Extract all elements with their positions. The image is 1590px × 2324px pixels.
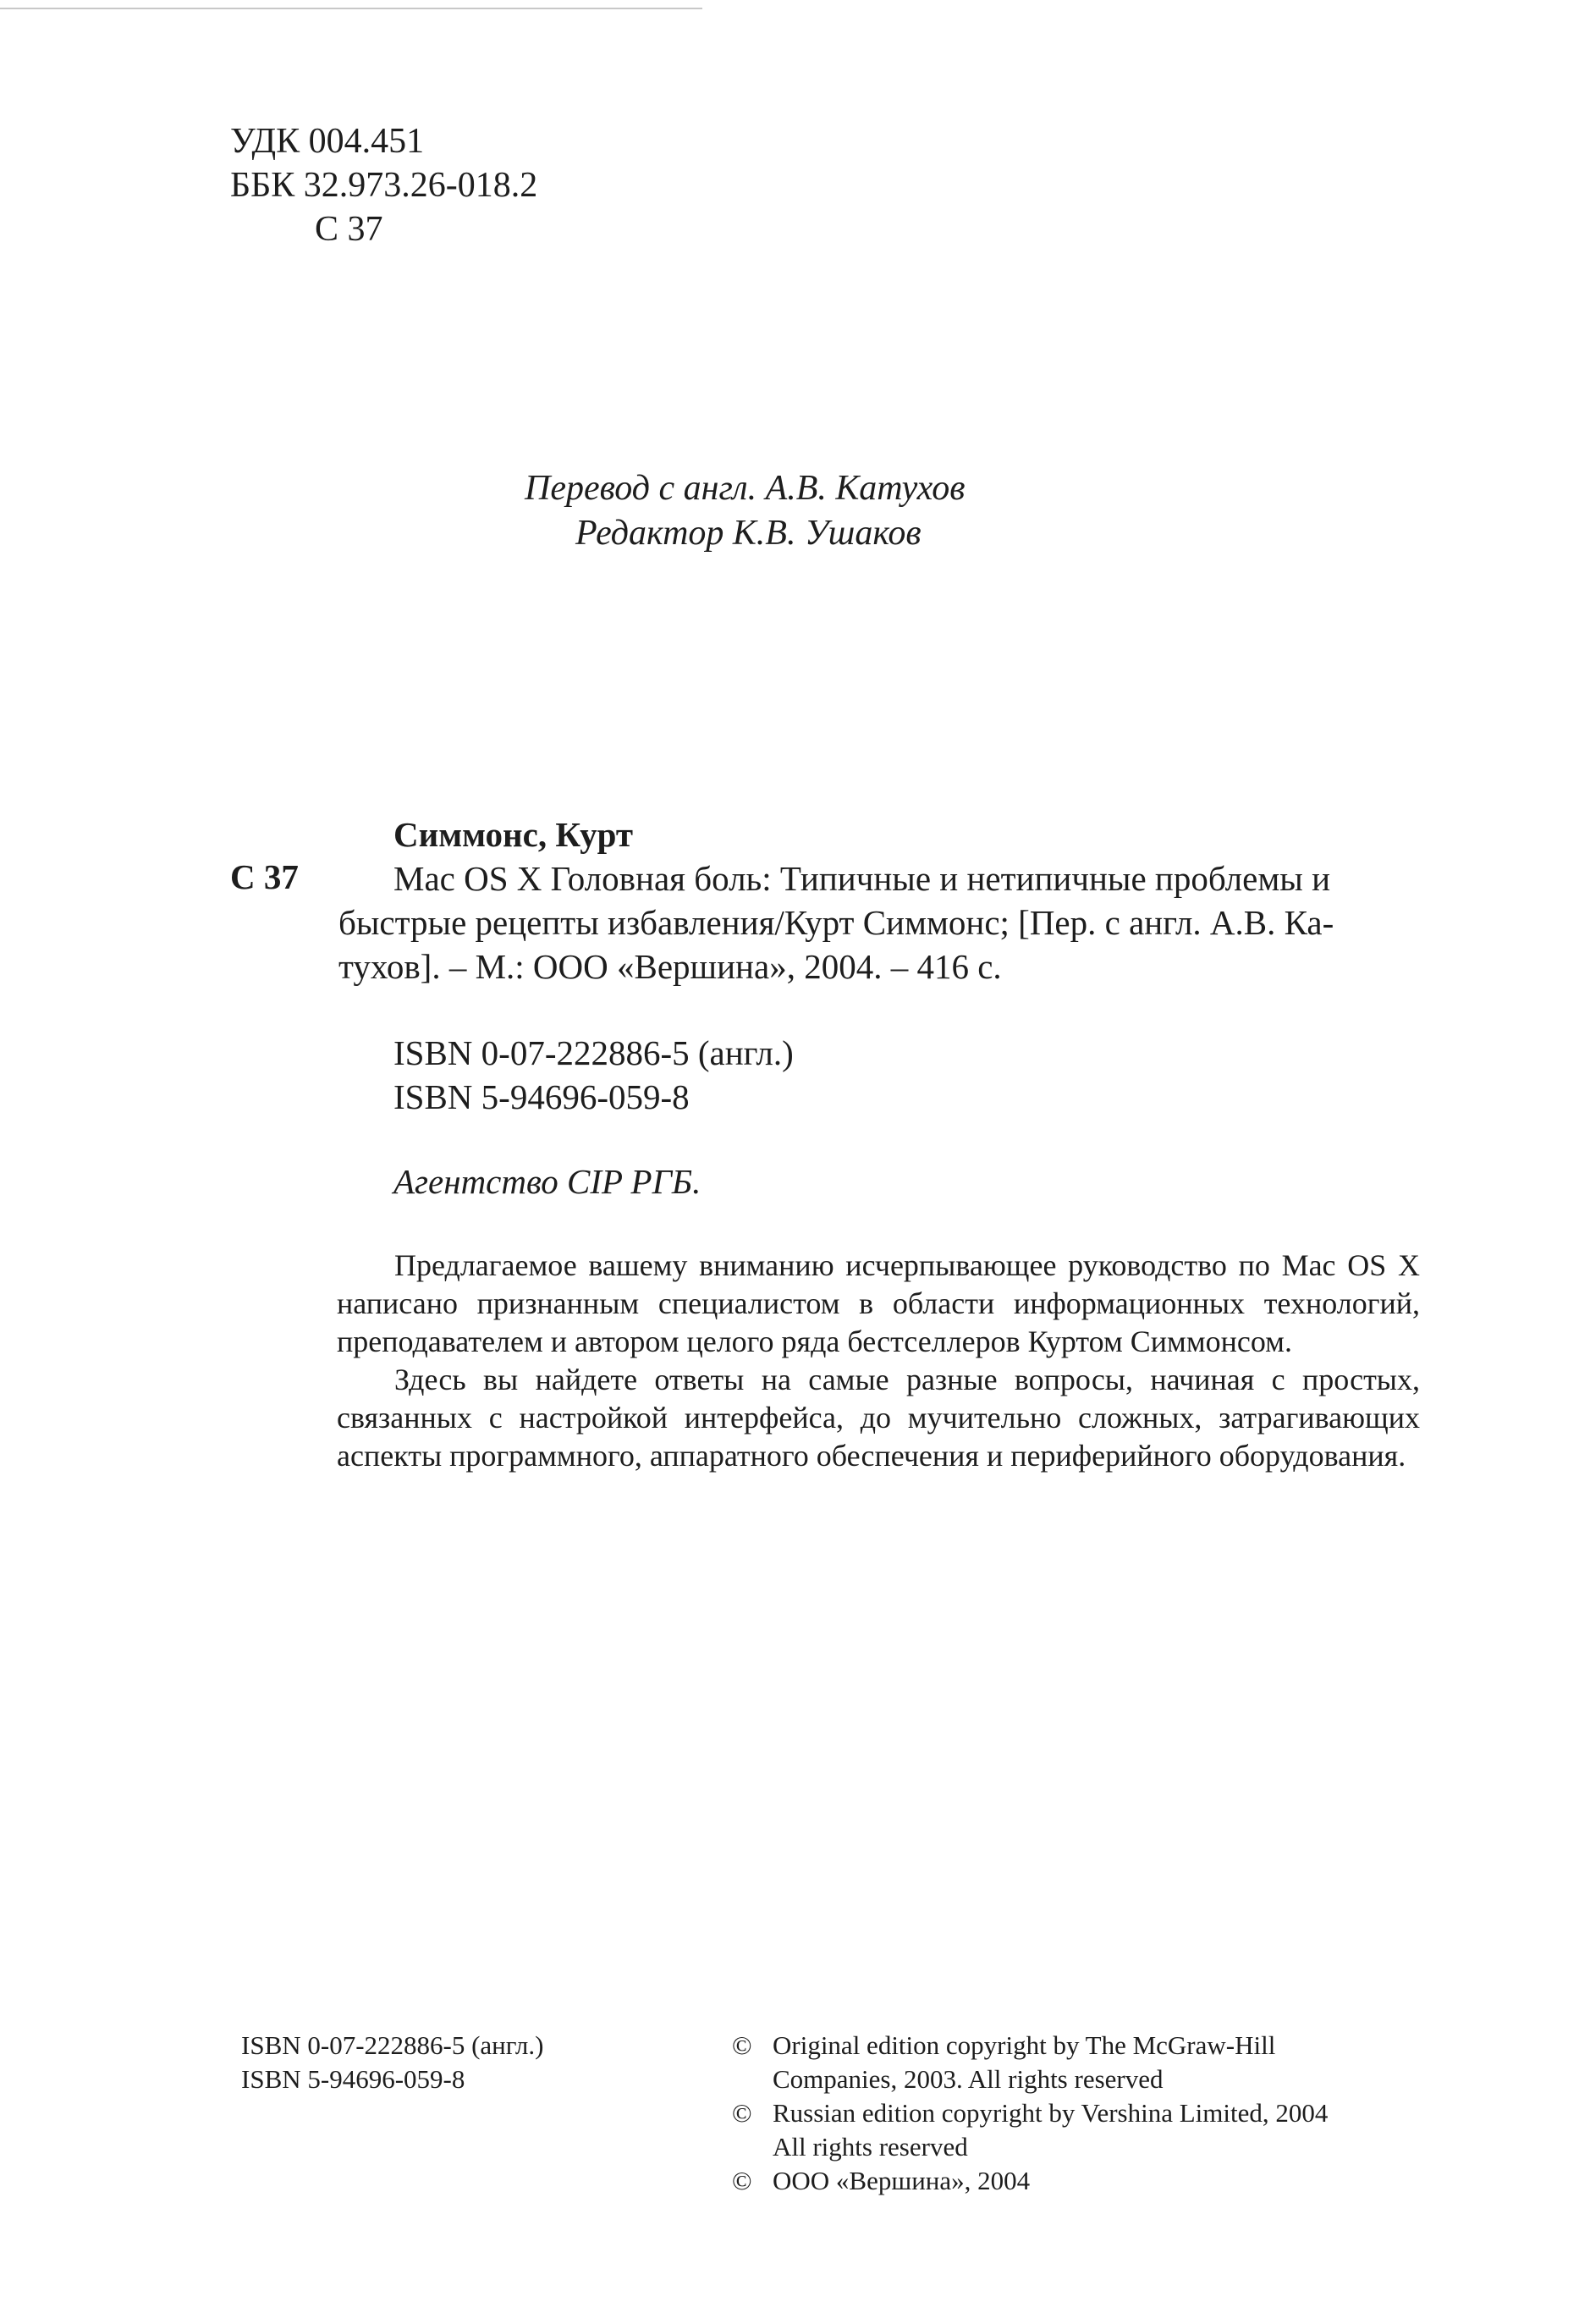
translator-credit: Перевод с англ. А.В. Катухов xyxy=(525,469,966,508)
bbk-code: ББК 32.973.26-018.2 xyxy=(230,166,538,205)
footer-isbn xyxy=(241,2029,543,2096)
credits-block xyxy=(525,466,1049,556)
annotation-paragraph: Предлагаемое вашему вниманию исчерпывающее руководство по Mac OS X написано признанным специалистом в области информационных технологий, преподавателем и автором целого ряда бестселлеров Куртом Симмонсом. xyxy=(337,1248,1420,1358)
editor-credit: Редактор К.В. Ушаков xyxy=(575,514,922,553)
catalog-author: Симмонс, Курт xyxy=(393,815,633,854)
footer-isbn-russian: ISBN 5-94696-059-8 xyxy=(241,2064,465,2094)
top-rule xyxy=(0,8,702,9)
isbn-block xyxy=(393,1031,794,1119)
copyright-text: Russian edition copyright by Vershina Limited, 2004 xyxy=(773,2098,1329,2128)
copyright-icon: © xyxy=(732,2098,752,2128)
annotation-paragraph: Здесь вы найдете ответы на самые разные вопросы, начиная с простых, связанных с настройкой интерфейса, до мучительно сложных, затрагивающих аспекты программного, аппаратного обеспечения и периферийного оборудования. xyxy=(337,1363,1420,1473)
footer-isbn-english: ISBN 0-07-222886-5 (англ.) xyxy=(241,2030,544,2060)
catalog-line: Mac OS X Головная боль: Типичные и нетипичные проблемы и xyxy=(393,859,1331,898)
isbn-russian: ISBN 5-94696-059-8 xyxy=(393,1077,690,1116)
author-mark: С 37 xyxy=(315,210,383,249)
copyright-text: Companies, 2003. All rights reserved xyxy=(773,2064,1164,2094)
copyright-russian xyxy=(732,2096,1426,2130)
copyright-text: Original edition copyright by The McGraw-Hill xyxy=(773,2030,1276,2060)
copyright-text: ООО «Вершина», 2004 xyxy=(773,2166,1031,2195)
catalog-line: тухов]. – М.: ООО «Вершина», 2004. – 416 с. xyxy=(338,947,1002,986)
copyright-original xyxy=(732,2029,1426,2062)
annotation xyxy=(337,1247,1420,1475)
copyright-text: All rights reserved xyxy=(773,2132,968,2162)
catalog-description xyxy=(338,856,1417,989)
catalog-code: С 37 xyxy=(230,857,299,896)
udk-code: УДК 004.451 xyxy=(230,122,425,161)
copyright-icon: © xyxy=(732,2166,752,2195)
isbn-english: ISBN 0-07-222886-5 (англ.) xyxy=(393,1033,794,1072)
copyright-publisher xyxy=(732,2164,1426,2198)
catalog-line: быстрые рецепты избавления/Курт Симмонс; [Пер. с англ. А.В. Ка- xyxy=(338,903,1334,942)
cip-agency: Агентство CIP РГБ. xyxy=(393,1162,701,1201)
classification-block xyxy=(230,119,537,251)
copyright-icon: © xyxy=(732,2030,752,2060)
copyright-block xyxy=(732,2029,1426,2198)
